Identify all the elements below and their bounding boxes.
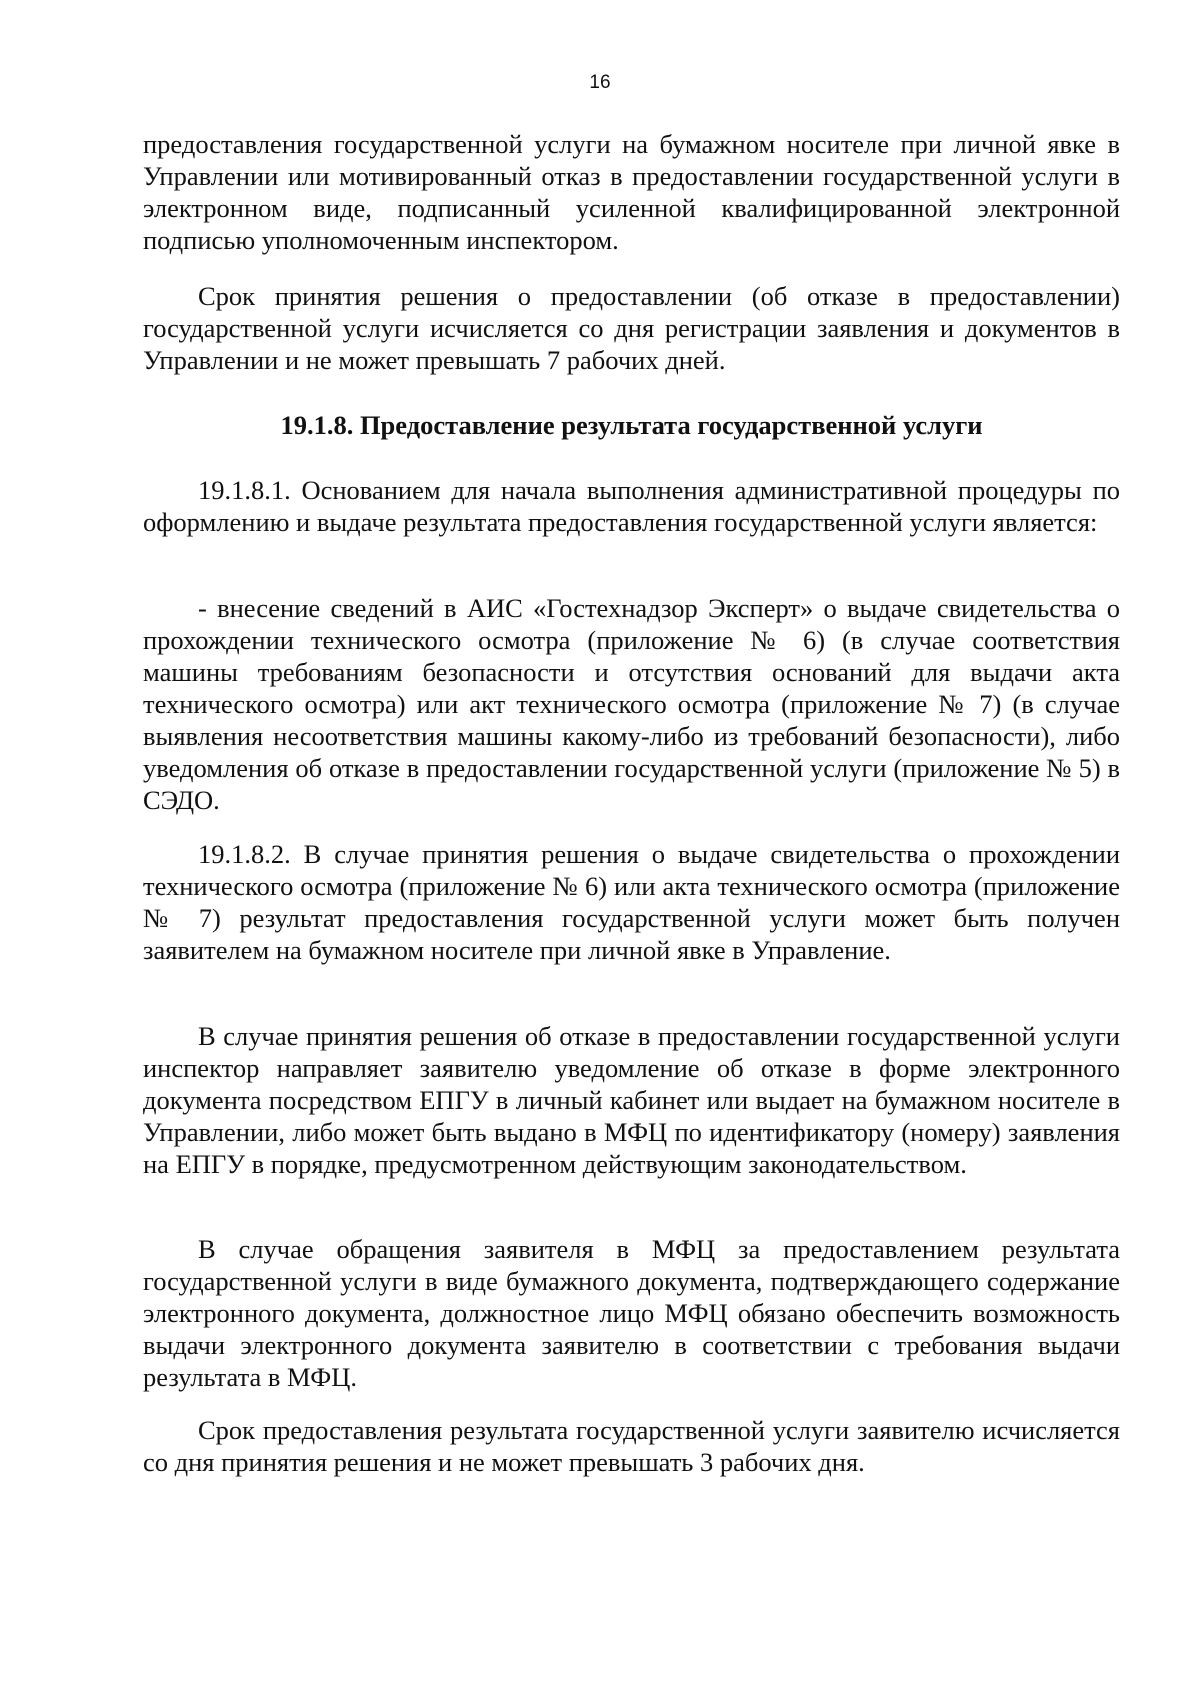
section-heading: 19.1.8. Предоставление результата государственной услуги	[280, 410, 983, 440]
paragraph-decision-deadline: Срок принятия решения о предоставлении (об отказе в предоставлении) государственной услуги исчисляется со дня регистрации заявления и документов в Управлении и не может превышать 7 рабочих дней.	[143, 281, 1120, 375]
paragraph-continuation: предоставления государственной услуги на бумажном носителе при личной явке в Управлении или мотивированный отказ в предоставлении государственной услуги в электронном виде, подписанный усиленной квалифицированной электронной подписью уполномоченным инспектором.	[143, 129, 1120, 255]
paragraph-list-item: - внесение сведений в АИС «Гостехнадзор Эксперт» о выдаче свидетельства о прохождении технического осмотра (приложение № 6) (в случае соответствия машины требованиям безопасности и отсутствия оснований для выдачи акта технического осмотра) или акт технического осмотра (приложение № 7) (в случае выявления несоответствия машины какому-либо из требований безопасности), либо уведомления об отказе в предоставлении государственной услуги (приложение № 5) в СЭДО.	[143, 593, 1120, 815]
paragraph-refusal-notice: В случае принятия решения об отказе в предоставлении государственной услуги инспектор направляет заявителю уведомление об отказе в форме электронного документа посредством ЕПГУ в личный кабинет или выдает на бумажном носителе в Управлении, либо может быть выдано в МФЦ по идентификатору (номеру) заявления на ЕПГУ в порядке, предусмотренном действующим законодательством.	[143, 1021, 1120, 1179]
paragraph-19-1-8-1: 19.1.8.1. Основанием для начала выполнения административной процедуры по оформлению и выдаче результата предоставления государственной услуги является:	[143, 475, 1120, 537]
page-number: 16	[589, 72, 611, 93]
paragraph-19-1-8-2: 19.1.8.2. В случае принятия решения о выдаче свидетельства о прохождении технического осмотра (приложение № 6) или акта технического осмотра (приложение № 7) результат предоставления государственной услуги может быть получен заявителем на бумажном носителе при личной явке в Управление.	[143, 839, 1120, 965]
paragraph-mfc-request: В случае обращения заявителя в МФЦ за предоставлением результата государственной услуги в виде бумажного документа, подтверждающего содержание электронного документа, должностное лицо МФЦ обязано обеспечить возможность выдачи электронного документа заявителю в соответствии с требования выдачи результата в МФЦ.	[143, 1234, 1120, 1392]
paragraph-result-deadline: Срок предоставления результата государственной услуги заявителю исчисляется со дня принятия решения и не может превышать 3 рабочих дня.	[143, 1415, 1120, 1477]
